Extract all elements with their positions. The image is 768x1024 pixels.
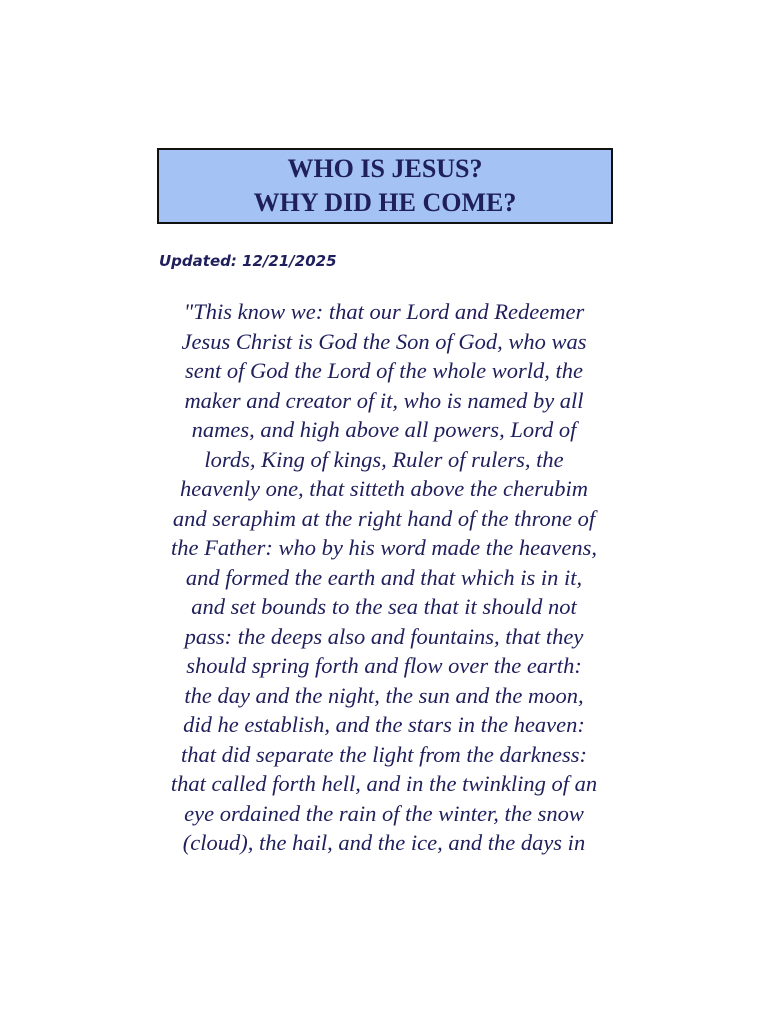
page-title-line-2: WHY DID HE COME? bbox=[253, 188, 517, 217]
quote-line: that called forth hell, and in the twinkling of an bbox=[170, 771, 598, 796]
quote-line: the day and the night, the sun and the moon, bbox=[184, 682, 584, 708]
quote-line: maker and creator of it, who is named by all bbox=[184, 387, 584, 413]
page-title-line-1: WHO IS JESUS? bbox=[287, 154, 483, 183]
updated-date: Updated: 12/21/2025 bbox=[159, 252, 337, 270]
quote-line: lords, King of kings, Ruler of rulers, the bbox=[204, 446, 564, 472]
quote-line: Jesus Christ is God the Son of God, who was bbox=[181, 328, 587, 354]
quote-line: the Father: who by his word made the heavens, bbox=[171, 535, 597, 560]
quote-line: did he establish, and the stars in the heaven: bbox=[183, 712, 585, 737]
quote-line: names, and high above all powers, Lord of bbox=[191, 417, 577, 442]
quote-line: and seraphim at the right hand of the throne of bbox=[172, 505, 596, 531]
quote-line: (cloud), the hail, and the ice, and the days in bbox=[182, 830, 586, 855]
quote-line: should spring forth and flow over the earth: bbox=[186, 653, 582, 678]
quote-line: eye ordained the rain of the winter, the snow bbox=[184, 800, 584, 826]
quote-line: heavenly one, that sitteth above the cherubim bbox=[180, 476, 588, 501]
quote-line: and formed the earth and that which is in it, bbox=[185, 564, 583, 590]
title-box bbox=[157, 148, 613, 224]
quote-line: and set bounds to the sea that it should not bbox=[191, 594, 577, 619]
quote-line: that did separate the light from the darkness: bbox=[181, 741, 587, 767]
quote-line: sent of God the Lord of the whole world, the bbox=[185, 358, 583, 383]
quote-line: pass: the deeps also and fountains, that they bbox=[184, 623, 584, 649]
quote-line: "This know we: that our Lord and Redeemer bbox=[183, 299, 585, 324]
quote-paragraph bbox=[150, 297, 618, 858]
